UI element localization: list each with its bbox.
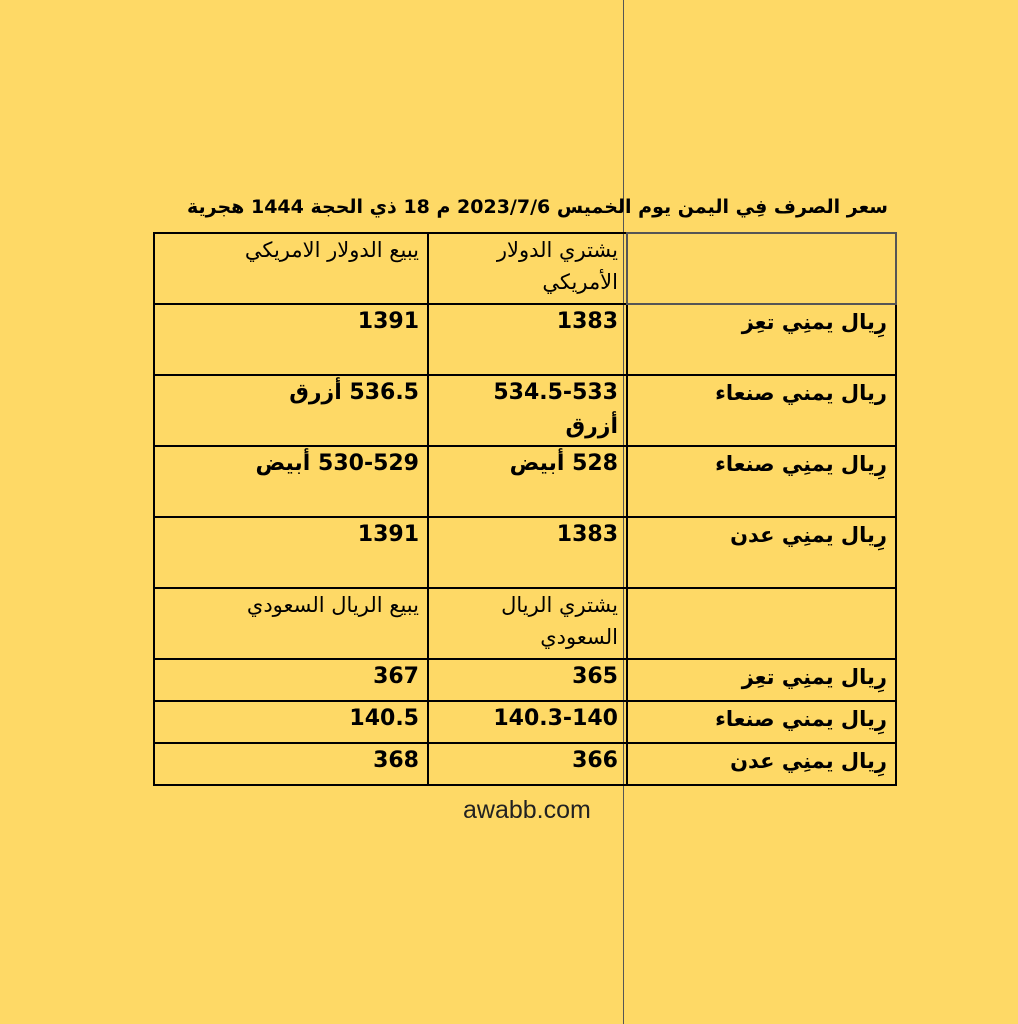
empty-header-cell xyxy=(627,588,896,659)
currency-label: رِيال يمنِي تعِز xyxy=(627,659,896,701)
page-title: سعر الصرف فِي اليمن يوم الخميس 2023/7/6 م 18 ذي الحجة 1444 هجرية xyxy=(187,196,888,218)
table-row xyxy=(154,304,896,375)
buy-rate: 534.5-533 أزرق xyxy=(428,375,627,446)
buy-rate: 1383 xyxy=(428,517,627,588)
buy-rate: 140.3-140 xyxy=(428,701,627,743)
sell-rate: 536.5 أزرق xyxy=(154,375,428,446)
dollar-buy-header: يشتري الدولار الأمريكي xyxy=(428,233,627,304)
site-watermark: awabb.com xyxy=(463,796,591,824)
table-row xyxy=(154,743,896,785)
exchange-rate-table xyxy=(153,232,897,786)
sell-rate: 367 xyxy=(154,659,428,701)
table-row xyxy=(154,659,896,701)
sell-rate: 140.5 xyxy=(154,701,428,743)
riyal-header-row xyxy=(154,588,896,659)
sell-rate: 1391 xyxy=(154,304,428,375)
currency-label: رِيال يمنِي عدن xyxy=(627,743,896,785)
buy-rate: 366 xyxy=(428,743,627,785)
dollar-sell-header: يبيع الدولار الامريكي xyxy=(154,233,428,304)
currency-label: رِيال يمنِي صنعاء xyxy=(627,446,896,517)
dollar-header-row xyxy=(154,233,896,304)
buy-rate: 528 أبيض xyxy=(428,446,627,517)
buy-rate: 1383 xyxy=(428,304,627,375)
currency-label: رِيال يمنِي عدن xyxy=(627,517,896,588)
riyal-sell-header: يبيع الريال السعودي xyxy=(154,588,428,659)
currency-label: رِيال يمنِي تعِز xyxy=(627,304,896,375)
sell-rate: 368 xyxy=(154,743,428,785)
table-row xyxy=(154,701,896,743)
currency-label: ريال يمني صنعاء xyxy=(627,375,896,446)
sell-rate: 1391 xyxy=(154,517,428,588)
buy-rate: 365 xyxy=(428,659,627,701)
table-row xyxy=(154,375,896,446)
table-row xyxy=(154,517,896,588)
riyal-buy-header: يشتري الريال السعودي xyxy=(428,588,627,659)
sell-rate: 530-529 أبيض xyxy=(154,446,428,517)
currency-label: رِيال يمني صنعاء xyxy=(627,701,896,743)
empty-header-cell xyxy=(627,233,896,304)
table-row xyxy=(154,446,896,517)
